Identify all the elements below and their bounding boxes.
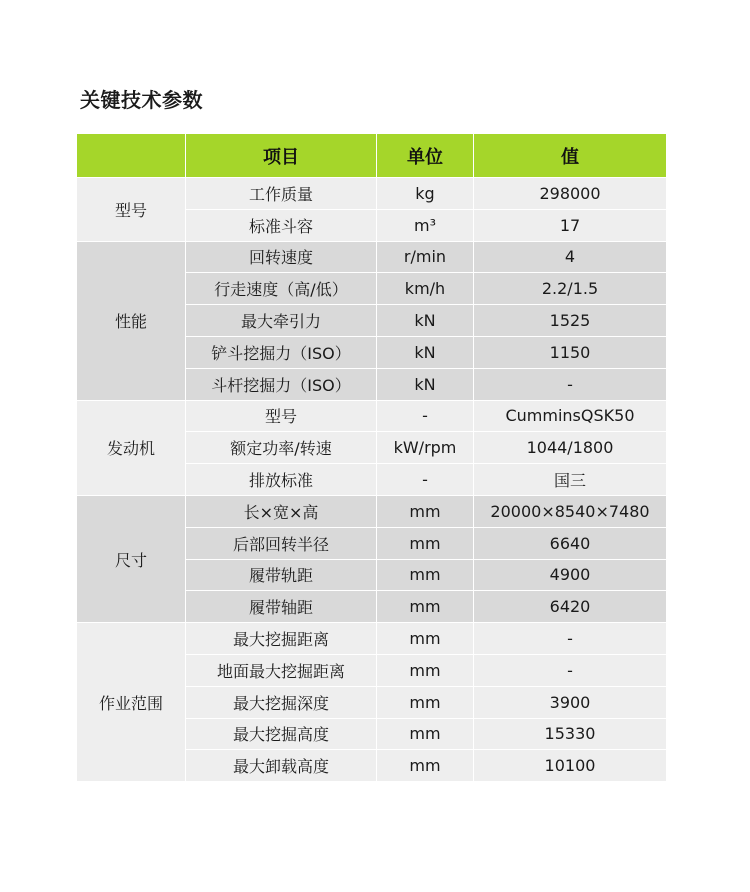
unit-cell: kN: [377, 336, 474, 368]
item-cell: 最大牵引力: [186, 305, 377, 337]
item-cell: 地面最大挖掘距离: [186, 654, 377, 686]
section-label: 性能: [77, 241, 186, 400]
value-cell: 298000: [474, 178, 667, 210]
unit-cell: mm: [377, 591, 474, 623]
value-cell: 1150: [474, 336, 667, 368]
value-cell: 6640: [474, 527, 667, 559]
header-group: [77, 134, 186, 178]
header-row: [77, 134, 667, 178]
value-cell: 4900: [474, 559, 667, 591]
item-cell: 最大挖掘深度: [186, 686, 377, 718]
item-cell: 排放标准: [186, 464, 377, 496]
unit-cell: mm: [377, 654, 474, 686]
value-cell: 1044/1800: [474, 432, 667, 464]
header-value: 值: [474, 134, 667, 178]
unit-cell: kN: [377, 305, 474, 337]
item-cell: 履带轨距: [186, 559, 377, 591]
unit-cell: mm: [377, 750, 474, 782]
section-label: 尺寸: [77, 495, 186, 622]
section-label: 发动机: [77, 400, 186, 495]
item-cell: 工作质量: [186, 178, 377, 210]
section-label: 型号: [77, 178, 186, 242]
item-cell: 履带轴距: [186, 591, 377, 623]
unit-cell: mm: [377, 527, 474, 559]
unit-cell: -: [377, 464, 474, 496]
value-cell: 20000×8540×7480: [474, 495, 667, 527]
value-cell: 15330: [474, 718, 667, 750]
header-item: 项目: [186, 134, 377, 178]
unit-cell: mm: [377, 495, 474, 527]
value-cell: 10100: [474, 750, 667, 782]
unit-cell: mm: [377, 559, 474, 591]
value-cell: 国三: [474, 464, 667, 496]
value-cell: 6420: [474, 591, 667, 623]
table-row: [77, 178, 667, 210]
table-row: [77, 400, 667, 432]
item-cell: 后部回转半径: [186, 527, 377, 559]
unit-cell: r/min: [377, 241, 474, 273]
item-cell: 最大挖掘距离: [186, 623, 377, 655]
unit-cell: -: [377, 400, 474, 432]
unit-cell: kg: [377, 178, 474, 210]
item-cell: 型号: [186, 400, 377, 432]
unit-cell: mm: [377, 623, 474, 655]
value-cell: -: [474, 368, 667, 400]
table-row: [77, 495, 667, 527]
item-cell: 标准斗容: [186, 209, 377, 241]
item-cell: 最大挖掘高度: [186, 718, 377, 750]
unit-cell: km/h: [377, 273, 474, 305]
unit-cell: mm: [377, 718, 474, 750]
value-cell: -: [474, 623, 667, 655]
value-cell: 1525: [474, 305, 667, 337]
value-cell: 2.2/1.5: [474, 273, 667, 305]
item-cell: 斗杆挖掘力（ISO）: [186, 368, 377, 400]
unit-cell: mm: [377, 686, 474, 718]
unit-cell: kW/rpm: [377, 432, 474, 464]
value-cell: -: [474, 654, 667, 686]
value-cell: 4: [474, 241, 667, 273]
item-cell: 行走速度（高/低）: [186, 273, 377, 305]
unit-cell: m³: [377, 209, 474, 241]
table-row: [77, 623, 667, 655]
value-cell: 17: [474, 209, 667, 241]
header-unit: 单位: [377, 134, 474, 178]
item-cell: 铲斗挖掘力（ISO）: [186, 336, 377, 368]
item-cell: 额定功率/转速: [186, 432, 377, 464]
value-cell: CumminsQSK50: [474, 400, 667, 432]
item-cell: 回转速度: [186, 241, 377, 273]
value-cell: 3900: [474, 686, 667, 718]
item-cell: 最大卸载高度: [186, 750, 377, 782]
section-label: 作业范围: [77, 623, 186, 782]
table-row: [77, 241, 667, 273]
spec-table: [76, 133, 667, 782]
page-title: 关键技术参数: [80, 88, 203, 112]
unit-cell: kN: [377, 368, 474, 400]
item-cell: 长×宽×高: [186, 495, 377, 527]
